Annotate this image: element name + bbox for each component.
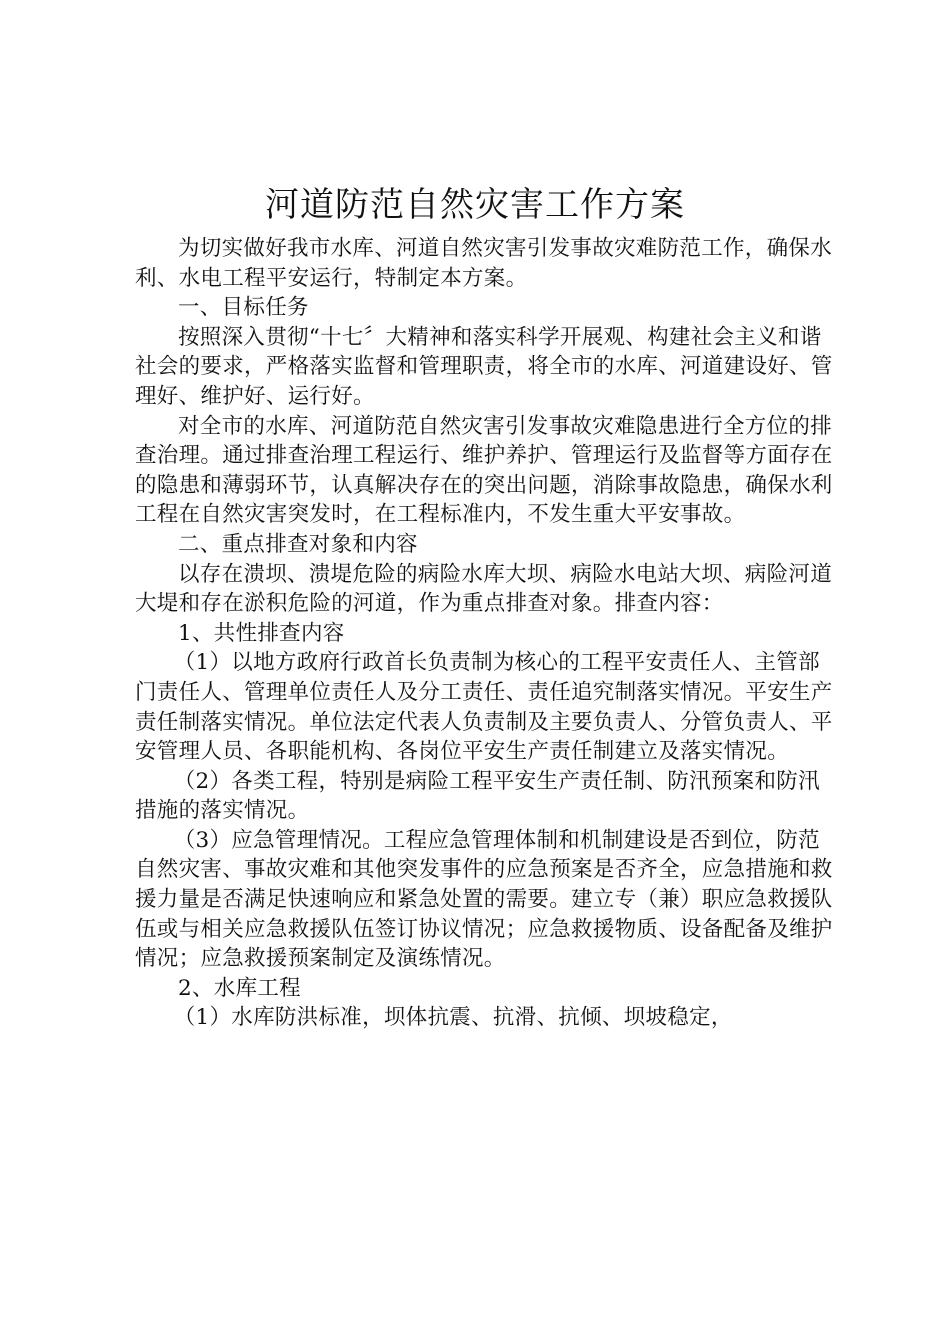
common-item-3: （3）应急管理情况。工程应急管理体制和机制建设是否到位，防范自然灾害、事故灾难和其他突发事件的应急预案是否齐全，应急措施和救援力量是否满足快速响应和紧急处置的需要。建立专（兼）职应急救援队伍或与相关应急救援队伍签订协议情况；应急救援物质、设备配备及维护情况；应急救援预案制定及演练情况。 <box>135 827 833 972</box>
subsection-heading-common: 1、共性排查内容 <box>178 620 345 646</box>
goals-paragraph: 按照深入贯彻“十七〞大精神和落实科学开展观、构建社会主义和谐社会的要求，严格落实监督和管理职责，将全市的水库、河道建设好、管理好、维护好、运行好。 <box>135 324 833 409</box>
common-item-1: （1）以地方政府行政首长负责制为核心的工程平安责任人、主管部门责任人、管理单位责任人及分工责任、责任追究制落实情况。平安生产责任制落实情况。单位法定代表人负责制及主要负责人、分管负责人、平安管理人员、各职能机构、各岗位平安生产责任制建立及落实情况。 <box>135 650 833 765</box>
common-item-2: （2）各类工程，特别是病险工程平安生产责任制、防汛预案和防汛措施的落实情况。 <box>135 768 820 824</box>
section-heading-key-targets: 二、重点排查对象和内容 <box>178 531 418 557</box>
section-heading-goals: 一、目标任务 <box>178 295 309 321</box>
intro-paragraph: 为切实做好我市水库、河道自然灾害引发事故灾难防范工作，确保水利、水电工程平安运行，特制定本方案。 <box>135 236 833 291</box>
document-body <box>135 234 835 1033</box>
reservoir-item-1: （1）水库防洪标准，坝体抗震、抗滑、抗倾、坝坡稳定， <box>173 1005 733 1031</box>
key-targets-paragraph: 以存在溃坝、溃堤危险的病险水库大坝、病险水电站大坝、病险河道大堤和存在淤积危险的河道，作为重点排查对象。排查内容： <box>135 561 833 617</box>
inspection-paragraph: 对全市的水库、河道防范自然灾害引发事故灾难隐患进行全方位的排查治理。通过排查治理工程运行、维护养护、管理运行及监督等方面存在的隐患和薄弱环节，认真解决存在的突出问题，消除事故隐患，确保水利工程在自然灾害突发时，在工程标准内，不发生重大平安事故。 <box>135 413 833 528</box>
subsection-heading-reservoir: 2、水库工程 <box>178 975 301 1001</box>
document-title: 河道防范自然灾害工作方案 <box>265 185 685 225</box>
